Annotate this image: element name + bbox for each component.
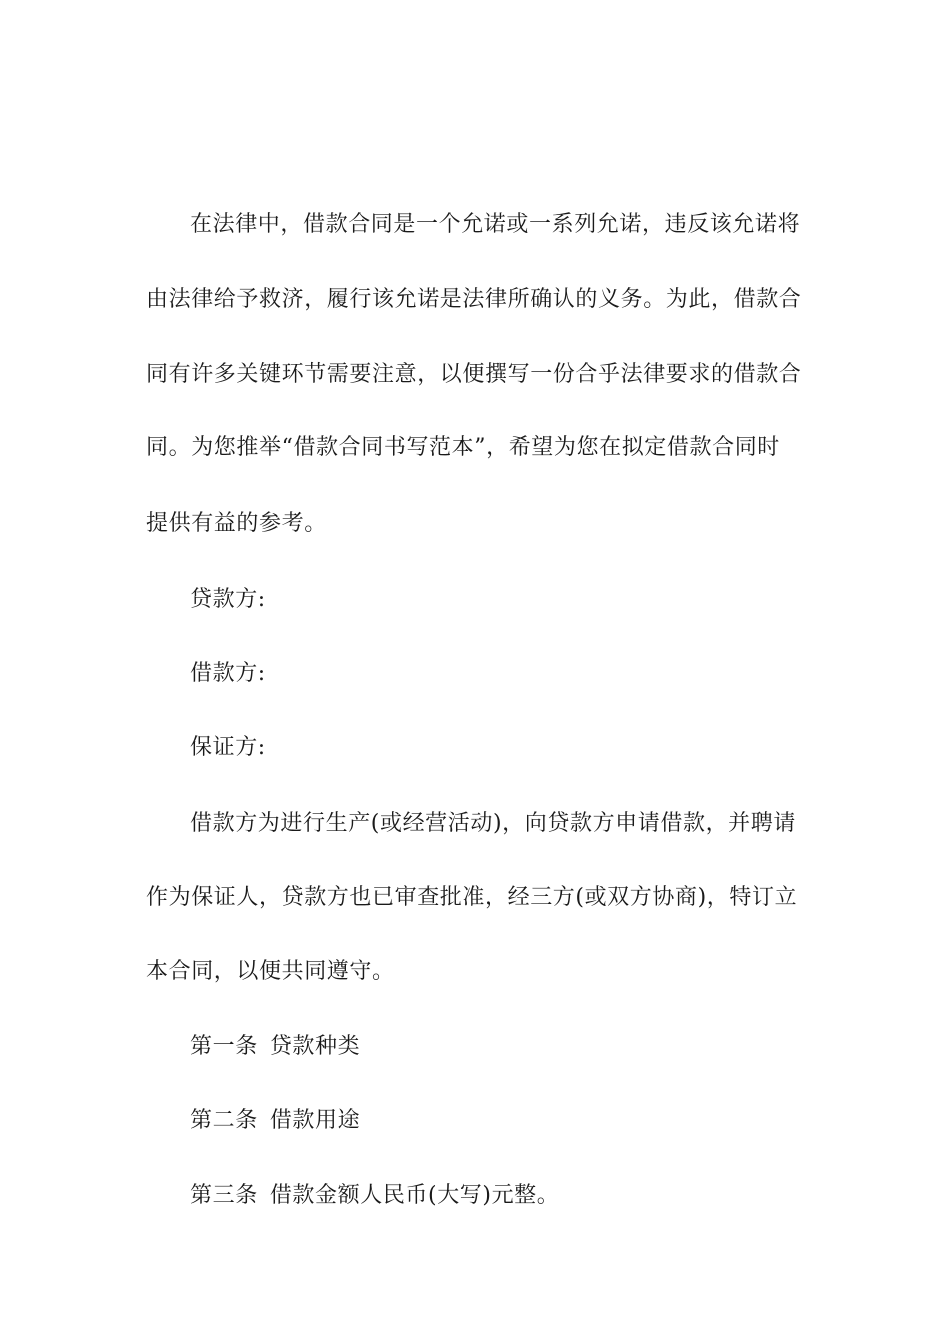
preamble-line-1: 借款方为进行生产(或经营活动)，向贷款方申请借款，并聘请 [190, 811, 796, 836]
article-1-number: 第一条 [190, 1034, 258, 1059]
intro-line-2: 由法律给予救济，履行该允诺是法律所确认的义务。为此，借款合 [146, 287, 802, 312]
article-2-number: 第二条 [190, 1108, 258, 1133]
intro-line-1: 在法律中，借款合同是一个允诺或一系列允诺，违反该允诺将 [190, 212, 801, 237]
article-2-text: 借款用途 [269, 1108, 361, 1133]
article-2 [190, 1106, 360, 1136]
article-3-text: 借款金额人民币(大写)元整。 [269, 1183, 560, 1208]
guarantor-label: 保证方: [190, 735, 266, 760]
lender-label: 贷款方: [190, 587, 266, 612]
intro-line-4: 同。为您推举“借款合同书写范本”，希望为您在拟定借款合同时 [146, 435, 780, 460]
borrower-label: 借款方: [190, 661, 266, 686]
article-3-number: 第三条 [190, 1183, 258, 1208]
intro-line-3: 同有许多关键环节需要注意，以便撰写一份合乎法律要求的借款合 [146, 362, 802, 387]
article-3 [190, 1181, 559, 1211]
intro-line-5: 提供有益的参考。 [146, 511, 327, 536]
article-1-text: 贷款种类 [269, 1034, 361, 1059]
preamble-line-3: 本合同，以便共同遵守。 [146, 959, 395, 984]
preamble-line-2: 作为保证人，贷款方也已审查批准，经三方(或双方协商)，特订立 [146, 885, 798, 910]
article-1 [190, 1032, 360, 1062]
